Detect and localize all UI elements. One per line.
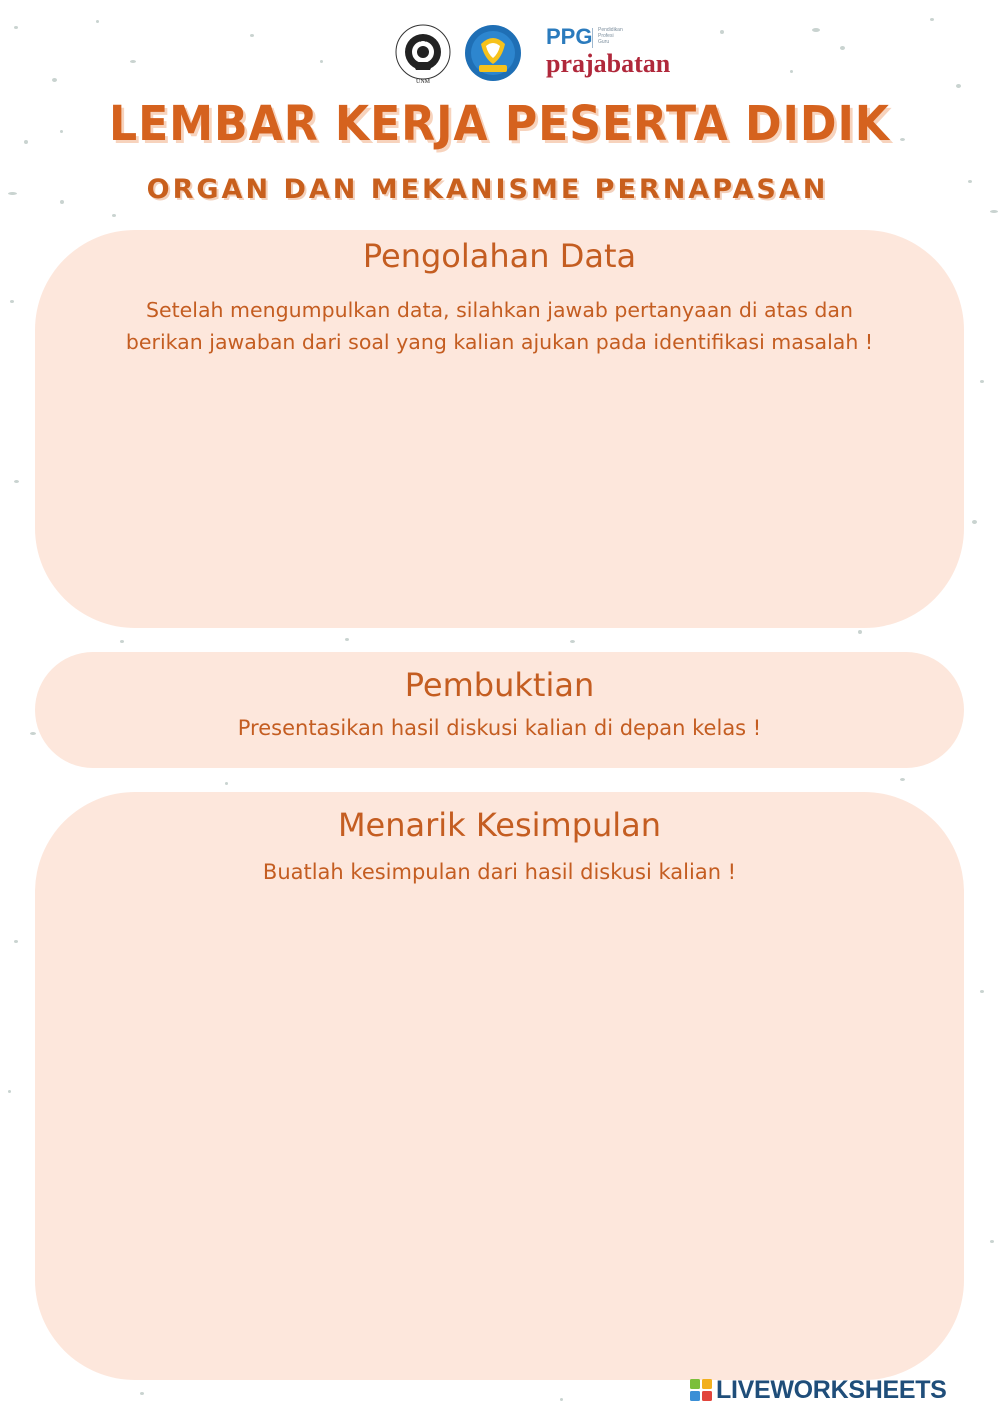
liveworksheets-label: LIVEWORKSHEETS [716, 1376, 947, 1404]
section-pembuktian [35, 652, 964, 768]
tut-wuri-handayani-icon [464, 24, 522, 82]
page-subtitle: ORGAN DAN MEKANISME PERNAPASAN [146, 174, 829, 205]
section-menarik-kesimpulan [35, 792, 964, 1380]
svg-text:UNM: UNM [415, 79, 431, 85]
ppg-small-text: Pendidikan Profesi Guru [598, 27, 623, 45]
section-instructions [35, 712, 964, 744]
liveworksheets-brand[interactable] [690, 1376, 990, 1404]
ppg-prajabatan-logo [546, 24, 686, 82]
section-instructions [35, 294, 964, 358]
instruction-line: berikan jawaban dari soal yang kalian ajukan pada identifikasi masalah ! [125, 330, 874, 354]
liveworksheets-live-icon [690, 1379, 712, 1401]
section-title: Menarik Kesimpulan [337, 806, 662, 844]
section-title: Pengolahan Data [362, 237, 637, 275]
prajabatan-label: prajabatan [546, 49, 671, 78]
section-pengolahan-data [35, 230, 964, 628]
page-title: LEMBAR KERJA PESERTA DIDIK [109, 96, 890, 152]
logo-row [392, 22, 692, 86]
instruction-line: Setelah mengumpulkan data, silahkan jawab pertanyaan di atas dan [146, 298, 853, 322]
ppg-label: PPG [546, 24, 593, 49]
instruction-line: Buatlah kesimpulan dari hasil diskusi kalian ! [262, 860, 737, 884]
instruction-line: Presentasikan hasil diskusi kalian di depan kelas ! [237, 716, 762, 740]
section-instructions [35, 856, 964, 888]
section-title: Pembuktian [404, 666, 595, 704]
ppg-separator [592, 28, 593, 48]
unm-seal-icon [392, 22, 454, 86]
